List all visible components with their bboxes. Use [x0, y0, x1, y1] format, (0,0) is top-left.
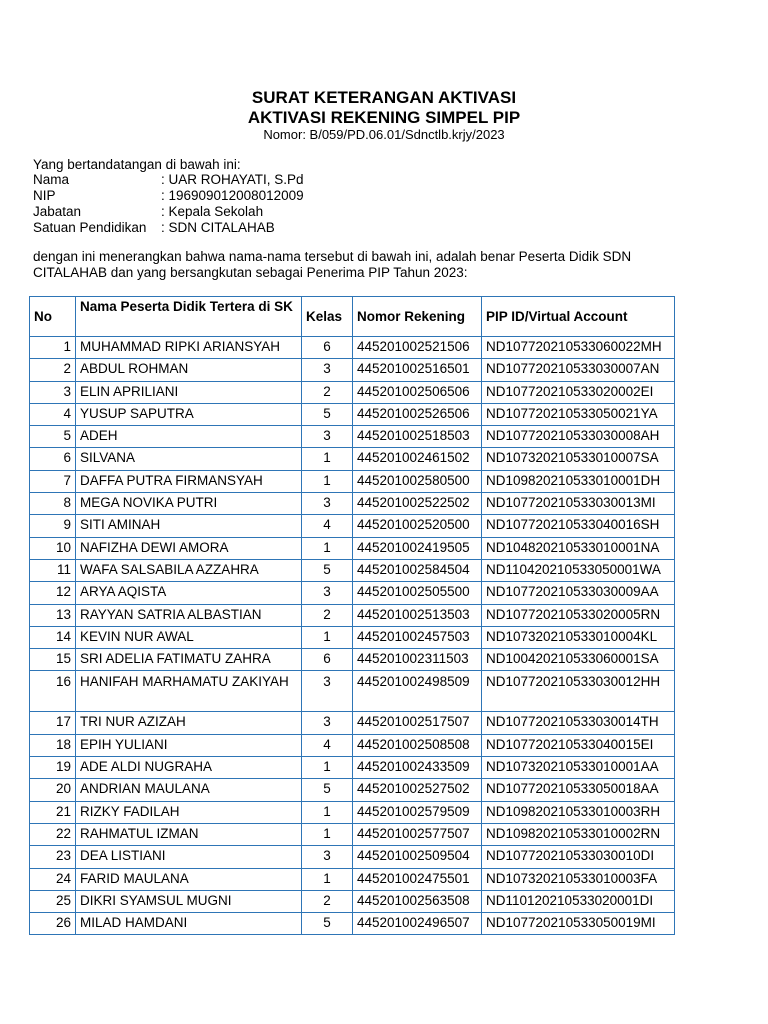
cell-pip-id: ND107720210533030009AA — [482, 582, 675, 604]
cell-name: DAFFA PUTRA FIRMANSYAH — [76, 470, 302, 492]
cell-class: 2 — [302, 604, 353, 626]
cell-pip-id: ND109820210533010001DH — [482, 470, 675, 492]
cell-name: KEVIN NUR AWAL — [76, 626, 302, 648]
column-header-name: Nama Peserta Didik Tertera di SK — [76, 297, 302, 337]
cell-no: 13 — [30, 604, 76, 626]
table-row — [30, 890, 675, 912]
cell-account: 445201002580500 — [353, 470, 482, 492]
cell-no: 6 — [30, 448, 76, 470]
cell-account: 445201002584504 — [353, 559, 482, 581]
cell-pip-id: ND104820210533010001NA — [482, 537, 675, 559]
cell-class: 6 — [302, 649, 353, 671]
table-row — [30, 757, 675, 779]
cell-no: 15 — [30, 649, 76, 671]
table-row — [30, 846, 675, 868]
cell-class: 1 — [302, 868, 353, 890]
cell-pip-id: ND107720210533040016SH — [482, 515, 675, 537]
cell-class: 3 — [302, 359, 353, 381]
cell-pip-id: ND107720210533030008AH — [482, 426, 675, 448]
cell-pip-id: ND107720210533050019MI — [482, 913, 675, 935]
cell-name: MILAD HAMDANI — [76, 913, 302, 935]
cell-no: 18 — [30, 734, 76, 756]
table-row — [30, 448, 675, 470]
cell-account: 445201002419505 — [353, 537, 482, 559]
cell-no: 1 — [30, 337, 76, 359]
cell-account: 445201002563508 — [353, 890, 482, 912]
cell-account: 445201002505500 — [353, 582, 482, 604]
signer-label: NIP — [33, 188, 56, 203]
table-row — [30, 403, 675, 425]
cell-no: 19 — [30, 757, 76, 779]
signer-position-row — [33, 204, 304, 220]
table-row — [30, 649, 675, 671]
cell-class: 3 — [302, 493, 353, 515]
cell-name: TRI NUR AZIZAH — [76, 712, 302, 734]
cell-no: 14 — [30, 626, 76, 648]
signer-value: : UAR ROHAYATI, S.Pd — [161, 172, 304, 187]
cell-account: 445201002526506 — [353, 403, 482, 425]
cell-no: 9 — [30, 515, 76, 537]
table-row — [30, 734, 675, 756]
table-row — [30, 823, 675, 845]
cell-no: 3 — [30, 381, 76, 403]
cell-name: RAHMATUL IZMAN — [76, 823, 302, 845]
cell-name: ARYA AQISTA — [76, 582, 302, 604]
cell-class: 1 — [302, 801, 353, 823]
cell-class: 1 — [302, 626, 353, 648]
cell-class: 1 — [302, 757, 353, 779]
cell-name: ABDUL ROHMAN — [76, 359, 302, 381]
cell-class: 1 — [302, 470, 353, 492]
cell-pip-id: ND107720210533020002EI — [482, 381, 675, 403]
cell-class: 6 — [302, 337, 353, 359]
cell-name: FARID MAULANA — [76, 868, 302, 890]
column-header-no: No — [30, 297, 76, 337]
table-row — [30, 801, 675, 823]
cell-name: SILVANA — [76, 448, 302, 470]
cell-no: 23 — [30, 846, 76, 868]
table-row — [30, 604, 675, 626]
table-row — [30, 537, 675, 559]
cell-pip-id: ND100420210533060001SA — [482, 649, 675, 671]
cell-account: 445201002457503 — [353, 626, 482, 648]
cell-account: 445201002433509 — [353, 757, 482, 779]
column-header-class: Kelas — [302, 297, 353, 337]
cell-pip-id: ND107320210533010003FA — [482, 868, 675, 890]
table-row — [30, 493, 675, 515]
cell-name: ANDRIAN MAULANA — [76, 779, 302, 801]
cell-account: 445201002506506 — [353, 381, 482, 403]
cell-class: 3 — [302, 846, 353, 868]
cell-name: YUSUP SAPUTRA — [76, 403, 302, 425]
column-header-pip-id: PIP ID/Virtual Account — [482, 297, 675, 337]
cell-pip-id: ND107720210533030012HH — [482, 671, 675, 712]
intro-text: Yang bertandatangan di bawah ini: — [33, 157, 241, 172]
cell-class: 1 — [302, 823, 353, 845]
cell-name: NAFIZHA DEWI AMORA — [76, 537, 302, 559]
cell-class: 1 — [302, 448, 353, 470]
cell-name: ADE ALDI NUGRAHA — [76, 757, 302, 779]
cell-no: 2 — [30, 359, 76, 381]
cell-class: 5 — [302, 403, 353, 425]
cell-pip-id: ND107320210533010001AA — [482, 757, 675, 779]
cell-pip-id: ND107720210533030014TH — [482, 712, 675, 734]
cell-account: 445201002475501 — [353, 868, 482, 890]
cell-no: 4 — [30, 403, 76, 425]
cell-account: 445201002517507 — [353, 712, 482, 734]
cell-no: 21 — [30, 801, 76, 823]
cell-pip-id: ND107720210533030010DI — [482, 846, 675, 868]
cell-class: 2 — [302, 381, 353, 403]
cell-class: 2 — [302, 890, 353, 912]
cell-account: 445201002496507 — [353, 913, 482, 935]
cell-class: 5 — [302, 913, 353, 935]
signer-value: : Kepala Sekolah — [161, 204, 264, 219]
table-row — [30, 671, 675, 712]
cell-class: 4 — [302, 734, 353, 756]
cell-account: 445201002513503 — [353, 604, 482, 626]
cell-name: SITI AMINAH — [76, 515, 302, 537]
cell-account: 445201002508508 — [353, 734, 482, 756]
cell-name: RIZKY FADILAH — [76, 801, 302, 823]
cell-name: HANIFAH MARHAMATU ZAKIYAH — [76, 671, 302, 712]
cell-name: EPIH YULIANI — [76, 734, 302, 756]
statement-paragraph: dengan ini menerangkan bahwa nama-nama tersebut di bawah ini, adalah benar Peserta Didik SDN CITALAHAB dan yang bersangkutan sebagai Penerima PIP Tahun 2023: — [33, 249, 632, 280]
cell-pip-id: ND107720210533020005RN — [482, 604, 675, 626]
cell-pip-id: ND107720210533050018AA — [482, 779, 675, 801]
cell-class: 5 — [302, 559, 353, 581]
column-header-account: Nomor Rekening — [353, 297, 482, 337]
cell-pip-id: ND107720210533030013MI — [482, 493, 675, 515]
cell-account: 445201002461502 — [353, 448, 482, 470]
cell-no: 20 — [30, 779, 76, 801]
table-row — [30, 626, 675, 648]
cell-no: 26 — [30, 913, 76, 935]
cell-pip-id: ND107720210533050021YA — [482, 403, 675, 425]
cell-no: 8 — [30, 493, 76, 515]
table-row — [30, 559, 675, 581]
cell-name: WAFA SALSABILA AZZAHRA — [76, 559, 302, 581]
cell-name: SRI ADELIA FATIMATU ZAHRA — [76, 649, 302, 671]
cell-account: 445201002509504 — [353, 846, 482, 868]
cell-account: 445201002516501 — [353, 359, 482, 381]
cell-account: 445201002521506 — [353, 337, 482, 359]
cell-pip-id: ND110120210533020001DI — [482, 890, 675, 912]
cell-no: 16 — [30, 671, 76, 712]
cell-name: MEGA NOVIKA PUTRI — [76, 493, 302, 515]
table-row — [30, 381, 675, 403]
cell-pip-id: ND107320210533010004KL — [482, 626, 675, 648]
cell-name: ADEH — [76, 426, 302, 448]
cell-class: 3 — [302, 712, 353, 734]
table-row — [30, 582, 675, 604]
cell-class: 3 — [302, 426, 353, 448]
signer-value: : SDN CITALAHAB — [161, 220, 275, 235]
signer-nip-row — [33, 188, 304, 204]
cell-no: 10 — [30, 537, 76, 559]
cell-account: 445201002577507 — [353, 823, 482, 845]
table-row — [30, 470, 675, 492]
cell-no: 24 — [30, 868, 76, 890]
cell-pip-id: ND109820210533010002RN — [482, 823, 675, 845]
document-subtitle: AKTIVASI REKENING SIMPEL PIP — [247, 108, 521, 127]
cell-no: 5 — [30, 426, 76, 448]
cell-account: 445201002520500 — [353, 515, 482, 537]
cell-name: ELIN APRILIANI — [76, 381, 302, 403]
cell-name: RAYYAN SATRIA ALBASTIAN — [76, 604, 302, 626]
cell-pip-id: ND107320210533010007SA — [482, 448, 675, 470]
cell-no: 11 — [30, 559, 76, 581]
cell-class: 3 — [302, 671, 353, 712]
cell-pip-id: ND107720210533060022MH — [482, 337, 675, 359]
signer-label: Nama — [33, 172, 70, 187]
cell-account: 445201002311503 — [353, 649, 482, 671]
table-row — [30, 779, 675, 801]
signer-name-row — [33, 172, 304, 188]
signer-label: Jabatan — [33, 204, 82, 219]
recipients-table — [29, 296, 675, 935]
table-row — [30, 515, 675, 537]
cell-account: 445201002518503 — [353, 426, 482, 448]
table-row — [30, 913, 675, 935]
cell-pip-id: ND107720210533030007AN — [482, 359, 675, 381]
cell-account: 445201002498509 — [353, 671, 482, 712]
table-row — [30, 868, 675, 890]
cell-class: 5 — [302, 779, 353, 801]
table-row — [30, 337, 675, 359]
cell-no: 7 — [30, 470, 76, 492]
cell-class: 1 — [302, 537, 353, 559]
signer-info — [33, 172, 304, 236]
cell-pip-id: ND107720210533040015EI — [482, 734, 675, 756]
table-row — [30, 426, 675, 448]
document-number: Nomor: B/059/PD.06.01/Sdnctlb.krjy/2023 — [263, 127, 505, 142]
cell-pip-id: ND110420210533050001WA — [482, 559, 675, 581]
signer-value: : 196909012008012009 — [161, 188, 304, 203]
table-body — [30, 337, 675, 935]
table-row — [30, 359, 675, 381]
cell-name: MUHAMMAD RIPKI ARIANSYAH — [76, 337, 302, 359]
cell-pip-id: ND109820210533010003RH — [482, 801, 675, 823]
signer-label: Satuan Pendidikan — [33, 220, 147, 235]
cell-no: 17 — [30, 712, 76, 734]
document-title: SURAT KETERANGAN AKTIVASI — [251, 88, 517, 107]
cell-account: 445201002522502 — [353, 493, 482, 515]
cell-account: 445201002579509 — [353, 801, 482, 823]
cell-no: 12 — [30, 582, 76, 604]
cell-no: 25 — [30, 890, 76, 912]
table-row — [30, 712, 675, 734]
cell-class: 4 — [302, 515, 353, 537]
cell-class: 3 — [302, 582, 353, 604]
table-header-row — [30, 297, 675, 337]
cell-name: DEA LISTIANI — [76, 846, 302, 868]
cell-no: 22 — [30, 823, 76, 845]
cell-name: DIKRI SYAMSUL MUGNI — [76, 890, 302, 912]
signer-school-row — [33, 220, 304, 236]
cell-account: 445201002527502 — [353, 779, 482, 801]
